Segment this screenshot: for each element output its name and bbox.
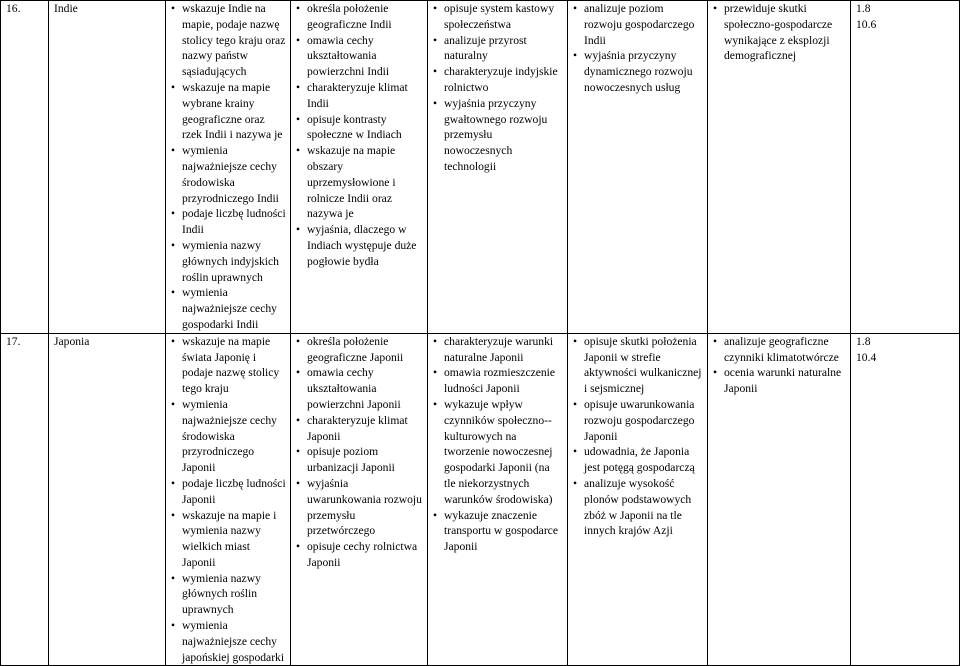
requirements-cell: [568, 1, 708, 334]
list-item: • omawia cechy ukształtowania powierzchni Indii: [296, 33, 423, 80]
list-item: • wskazuje na mapie wybrane krainy geograficzne oraz rzek Indii i nazywa je: [171, 80, 286, 143]
list-item: • podaje liczbę ludności Japonii: [171, 476, 286, 508]
list-item: • wymienia nazwy głównych indyjskich roślin uprawnych: [171, 238, 286, 285]
list-item: • przewiduje skutki społeczno-gospodarcze wynikające z eksplozji demograficznej: [713, 1, 846, 64]
requirements-cell: [708, 1, 851, 334]
list-item: • omawia cechy ukształtowania powierzchni Japonii: [296, 365, 423, 412]
list-item: • charakteryzuje indyjskie rolnictwo: [433, 64, 563, 96]
list-item: • ocenia warunki naturalne Japonii: [713, 365, 846, 397]
list-item: • wykazuje znaczenie transportu w gospodarce Japonii: [433, 508, 563, 555]
curriculum-code: 1.8: [856, 2, 871, 15]
list-item: • wymienia nazwy głównych roślin uprawnych: [171, 571, 286, 618]
list-item: • opisuje poziom urbanizacji Japonii: [296, 444, 423, 476]
list-item: • udowadnia, że Japonia jest potęgą gospodarczą: [573, 444, 703, 476]
row-number: 16.: [1, 1, 49, 334]
list-item: • podaje liczbę ludności Indii: [171, 206, 286, 238]
table-row: [1, 333, 960, 666]
list-item: • wskazuje na mapie świata Japonię i podaje nazwę stolicy tego kraju: [171, 334, 286, 397]
requirements-cell: [708, 333, 851, 666]
requirements-cell: [428, 1, 568, 334]
list-item: • wyjaśnia przyczyny dynamicznego rozwoju nowoczesnych usług: [573, 48, 703, 95]
list-item: • określa położenie geograficzne Indii: [296, 1, 423, 33]
list-item: • analizuje geograficzne czynniki klimatotwórcze: [713, 334, 846, 366]
list-item: • określa położenie geograficzne Japonii: [296, 334, 423, 366]
list-item: • analizuje przyrost naturalny: [433, 33, 563, 65]
list-item: • charakteryzuje warunki naturalne Japonii: [433, 334, 563, 366]
requirements-cell: [568, 333, 708, 666]
requirements-cell: [291, 1, 428, 334]
list-item: • wskazuje na mapie i wymienia nazwy wielkich miast Japonii: [171, 508, 286, 571]
list-item: • charakteryzuje klimat Japonii: [296, 413, 423, 445]
requirements-cell: [291, 333, 428, 666]
list-item: • opisuje cechy rolnictwa Japonii: [296, 539, 423, 571]
curriculum-code: 1.8: [856, 334, 871, 348]
list-item: • wymienia najważniejsze cechy środowiska przyrodniczego Indii: [171, 143, 286, 206]
list-item: • wymienia najważniejsze cechy gospodarki Indii: [171, 285, 286, 332]
curriculum-codes: [851, 333, 960, 666]
list-item: • opisuje kontrasty społeczne w Indiach: [296, 112, 423, 144]
list-item: • wskazuje na mapie obszary uprzemysłowione i rolnicze Indii oraz nazywa je: [296, 143, 423, 222]
list-item: • wymienia najważniejsze cechy japońskiej gospodarki: [171, 618, 286, 665]
curriculum-code: 10.4: [856, 350, 877, 364]
country-name: Indie: [49, 1, 166, 334]
list-item: • charakteryzuje klimat Indii: [296, 80, 423, 112]
list-item: • analizuje poziom rozwoju gospodarczego Indii: [573, 1, 703, 48]
country-name: Japonia: [49, 333, 166, 666]
list-item: • wyjaśnia, dlaczego w Indiach występuje duże pogłowie bydła: [296, 222, 423, 269]
curriculum-codes: [851, 1, 960, 334]
table-row: [1, 1, 960, 334]
list-item: • omawia rozmieszczenie ludności Japonii: [433, 365, 563, 397]
curriculum-code: 10.6: [856, 17, 877, 31]
list-item: • opisuje skutki położenia Japonii w strefie aktywności wulkanicznej i sejsmicznej: [573, 334, 703, 397]
list-item: • wyjaśnia uwarunkowania rozwoju przemysłu przetwórczego: [296, 476, 423, 539]
list-item: • wymienia najważniejsze cechy środowiska przyrodniczego Japonii: [171, 397, 286, 476]
list-item: • wyjaśnia przyczyny gwałtownego rozwoju przemysłu nowoczesnych technologii: [433, 96, 563, 175]
requirements-cell: [166, 333, 291, 666]
requirements-cell: [428, 333, 568, 666]
list-item: • opisuje system kastowy społeczeństwa: [433, 1, 563, 33]
list-item: • wykazuje wpływ czynników społeczno--kulturowych na tworzenie nowoczesnej gospodarki Japonii (na tle niekorzystnych warunków środowiska): [433, 397, 563, 508]
requirements-cell: [166, 1, 291, 334]
list-item: • analizuje wysokość plonów podstawowych zbóż w Japonii na tle innych krajów Azji: [573, 476, 703, 539]
list-item: • opisuje uwarunkowania rozwoju gospodarczego Japonii: [573, 397, 703, 444]
list-item: • wskazuje Indie na mapie, podaje nazwę stolicy tego kraju oraz nazwy państw sąsiadujących: [171, 1, 286, 80]
row-number: 17.: [1, 333, 49, 666]
